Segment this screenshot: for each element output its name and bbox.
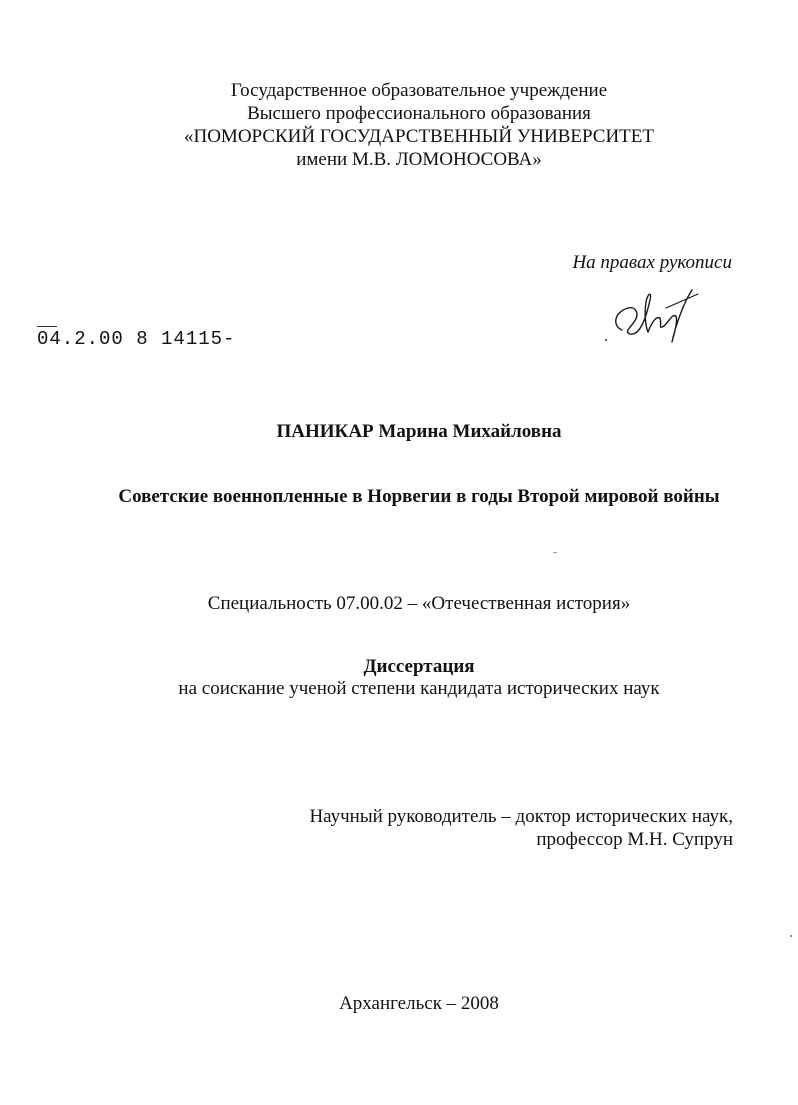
library-stamp-number: 04.2.00 8 14115- — [37, 328, 236, 350]
scan-speck — [553, 552, 557, 553]
dissertation-title: Советские военнопленные в Норвегии в годы Второй мировой войны — [118, 486, 720, 507]
supervisor-line-1: Научный руководитель – доктор исторических наук, — [309, 806, 733, 827]
dissertation-purpose: на соискание ученой степени кандидата исторических наук — [178, 678, 660, 699]
city-year: Архангельск – 2008 — [339, 993, 499, 1014]
institution-line-4: имени М.В. ЛОМОНОСОВА» — [296, 149, 542, 170]
supervisor-block — [290, 805, 733, 851]
dissertation-type: Диссертация — [363, 656, 475, 677]
institution-line-3: «ПОМОРСКИЙ ГОСУДАРСТВЕННЫЙ УНИВЕРСИТЕТ — [183, 126, 655, 147]
signature-icon — [600, 278, 710, 348]
institution-line-2: Высшего профессионального образования — [247, 103, 591, 124]
supervisor-line-2: профессор М.Н. Супрун — [536, 829, 733, 850]
scan-speck — [790, 935, 792, 937]
author-name: ПАНИКАР Марина Михайловна — [276, 421, 562, 442]
manuscript-note: На правах рукописи — [572, 252, 732, 273]
institution-line-1: Государственное образовательное учреждение — [230, 80, 608, 101]
institution-header — [0, 79, 798, 171]
specialty-line: Специальность 07.00.02 – «Отечественная история» — [207, 593, 631, 614]
